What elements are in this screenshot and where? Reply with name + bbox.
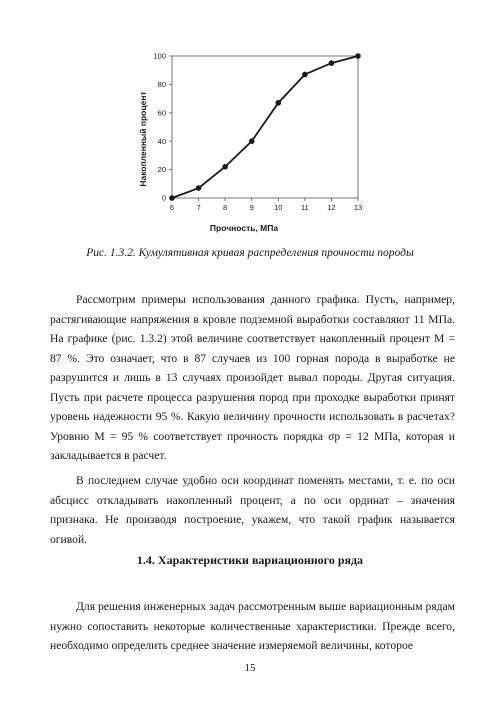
- y-tick-label: 100: [153, 51, 166, 61]
- paragraph-ogive: [50, 471, 455, 549]
- y-tick-label: 60: [157, 108, 166, 118]
- data-point: [196, 185, 202, 191]
- section-heading: 1.4. Характеристики вариационного ряда: [136, 553, 364, 567]
- x-tick-label: 12: [327, 203, 336, 212]
- paragraph-1: Рассмотрим примеры использования данного графика. Пусть, например, растягивающие напряжения в кровле подземной выработки составляют 11 МПа. На графике (рис. 1.3.2) этой величине соответствует накопленный процент M = 87 %. Это означает, что в 87 случаев из 100 горная порода в выработке не разрушится и лишь в 13 случаях произойдет вывал породы. Другая ситуация. Пусть при расчете процесса разрушения пород при проходке выработки принят уровень надежности 95 %. Какую величину прочности использовать в расчетах? Уровню M = 95 % соответствует прочность порядка σр = 12 МПа, которая и закладывается в расчет.: [50, 293, 455, 462]
- x-tick-label: 13: [353, 203, 363, 212]
- data-point: [275, 100, 281, 106]
- data-point: [302, 72, 308, 78]
- cumulative-chart: [130, 44, 380, 249]
- y-tick-label: 40: [157, 136, 166, 146]
- paragraph-examples: [50, 290, 455, 466]
- paragraph-2: В последнем случае удобно оси координат поменять местами, т. е. по оси абсцисс откладывать накопленный процент, а по оси ординат – значения признака. Не производя построение, укажем, что такой график называется огивой.: [50, 474, 455, 546]
- plot-frame: [172, 56, 358, 198]
- page-number: 15: [244, 662, 256, 674]
- x-tick-label: 6: [169, 203, 175, 212]
- x-axis-label: Прочность, МПа: [209, 223, 279, 233]
- x-tick-label: 10: [274, 203, 283, 212]
- series-line: [172, 56, 358, 198]
- data-point: [249, 138, 255, 144]
- x-tick-label: 7: [196, 203, 201, 212]
- x-tick-label: 9: [249, 203, 254, 212]
- data-point: [355, 53, 361, 59]
- data-point: [169, 195, 175, 201]
- x-tick-label: 8: [223, 203, 228, 212]
- y-tick-label: 80: [157, 80, 166, 89]
- data-point: [329, 60, 335, 66]
- figure-caption: Рис. 1.3.2. Кумулятивная кривая распределения прочности породы: [86, 247, 414, 259]
- y-tick-label: 0: [161, 193, 166, 203]
- x-tick-label: 11: [300, 203, 309, 212]
- y-tick-label: 20: [157, 165, 166, 175]
- paragraph-characteristics: [50, 597, 455, 656]
- paragraph-3: Для решения инженерных задач рассмотренным выше вариационным рядам нужно сопоставить некоторые количественные характеристики. Прежде всего, необходимо определить среднее значение измеряемой величины, которое: [50, 600, 455, 652]
- data-point: [222, 164, 228, 170]
- y-axis-label: Накопленный процент: [138, 91, 148, 187]
